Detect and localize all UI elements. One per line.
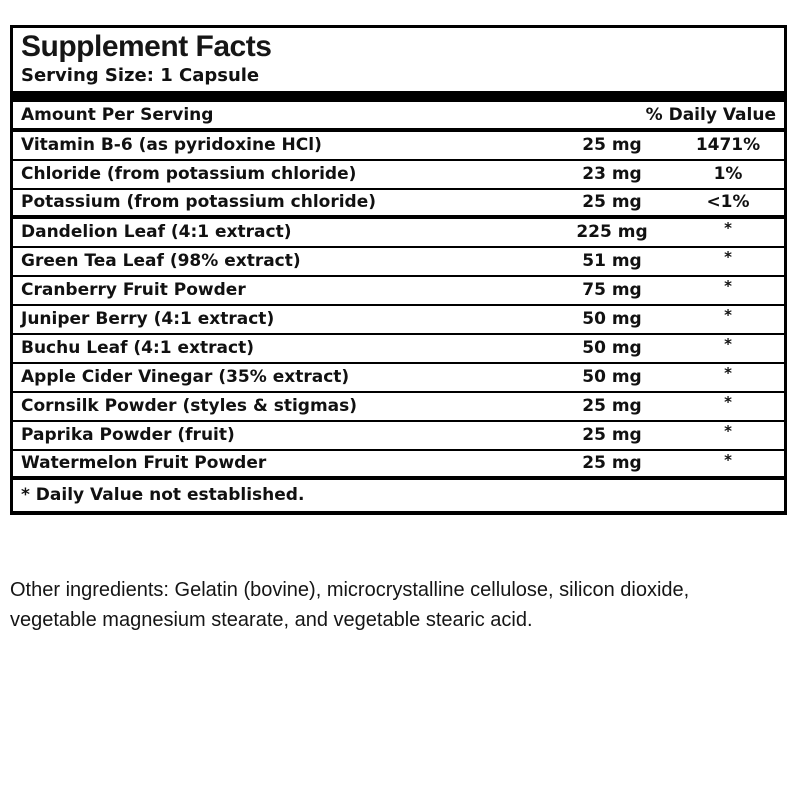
ingredient-daily-value: *	[724, 421, 732, 440]
other-ingredients-line2: vegetable magnesium stearate, and vegetable stearic acid.	[10, 609, 533, 631]
ingredient-amount: 75 mg	[582, 280, 642, 300]
table-row	[13, 219, 784, 248]
table-row	[13, 248, 784, 277]
table-row	[13, 306, 784, 335]
table-row	[13, 335, 784, 364]
ingredient-name: Dandelion Leaf (4:1 extract)	[21, 222, 292, 242]
serving-size: Serving Size: 1 Capsule	[21, 64, 260, 86]
other-ingredients	[10, 575, 790, 635]
ingredient-name: Cornsilk Powder (styles & stigmas)	[21, 396, 358, 416]
ingredient-daily-value: *	[724, 218, 732, 237]
ingredient-rows	[13, 132, 784, 480]
ingredient-name: Potassium (from potassium chloride)	[21, 192, 377, 212]
ingredient-amount: 50 mg	[582, 338, 642, 358]
ingredient-daily-value: 1%	[713, 164, 743, 184]
ingredient-daily-value: *	[724, 276, 732, 295]
table-row	[13, 422, 784, 451]
ingredient-daily-value: <1%	[706, 192, 750, 212]
table-row	[13, 364, 784, 393]
ingredient-amount: 50 mg	[582, 367, 642, 387]
ingredient-amount: 25 mg	[582, 192, 642, 212]
table-row	[13, 393, 784, 422]
ingredient-daily-value: 1471%	[695, 135, 761, 155]
table-row	[13, 161, 784, 190]
ingredient-amount: 51 mg	[582, 251, 642, 271]
ingredient-name: Juniper Berry (4:1 extract)	[21, 309, 275, 329]
ingredient-amount: 23 mg	[582, 164, 642, 184]
ingredient-name: Green Tea Leaf (98% extract)	[21, 251, 301, 271]
header-percent-daily-value: % Daily Value	[645, 104, 776, 125]
ingredient-daily-value: *	[724, 363, 732, 382]
ingredient-name: Vitamin B-6 (as pyridoxine HCl)	[21, 135, 322, 155]
ingredient-name: Chloride (from potassium chloride)	[21, 164, 357, 184]
ingredient-daily-value: *	[724, 392, 732, 411]
ingredient-name: Watermelon Fruit Powder	[21, 453, 267, 473]
ingredient-daily-value: *	[724, 450, 732, 469]
table-row	[13, 277, 784, 306]
ingredient-amount: 25 mg	[582, 396, 642, 416]
ingredient-amount: 225 mg	[576, 222, 648, 242]
table-row	[13, 132, 784, 161]
table-row	[13, 190, 784, 219]
ingredient-amount: 50 mg	[582, 309, 642, 329]
ingredient-daily-value: *	[724, 334, 732, 353]
ingredient-name: Paprika Powder (fruit)	[21, 425, 235, 445]
ingredient-name: Cranberry Fruit Powder	[21, 280, 246, 300]
supplement-facts-panel	[10, 25, 787, 515]
ingredient-daily-value: *	[724, 305, 732, 324]
ingredient-amount: 25 mg	[582, 135, 642, 155]
header-amount-per-serving: Amount Per Serving	[21, 104, 214, 125]
table-row	[13, 451, 784, 480]
ingredient-amount: 25 mg	[582, 425, 642, 445]
ingredient-daily-value: *	[724, 247, 732, 266]
ingredient-name: Buchu Leaf (4:1 extract)	[21, 338, 255, 358]
ingredient-amount: 25 mg	[582, 453, 642, 473]
ingredient-name: Apple Cider Vinegar (35% extract)	[21, 367, 350, 387]
other-ingredients-line1: Other ingredients: Gelatin (bovine), microcrystalline cellulose, silicon dioxide,	[10, 579, 690, 601]
table-header	[13, 102, 784, 132]
thick-divider-bar	[13, 91, 784, 102]
daily-value-footnote: * Daily Value not established.	[21, 485, 305, 505]
panel-title: Supplement Facts	[21, 30, 272, 63]
